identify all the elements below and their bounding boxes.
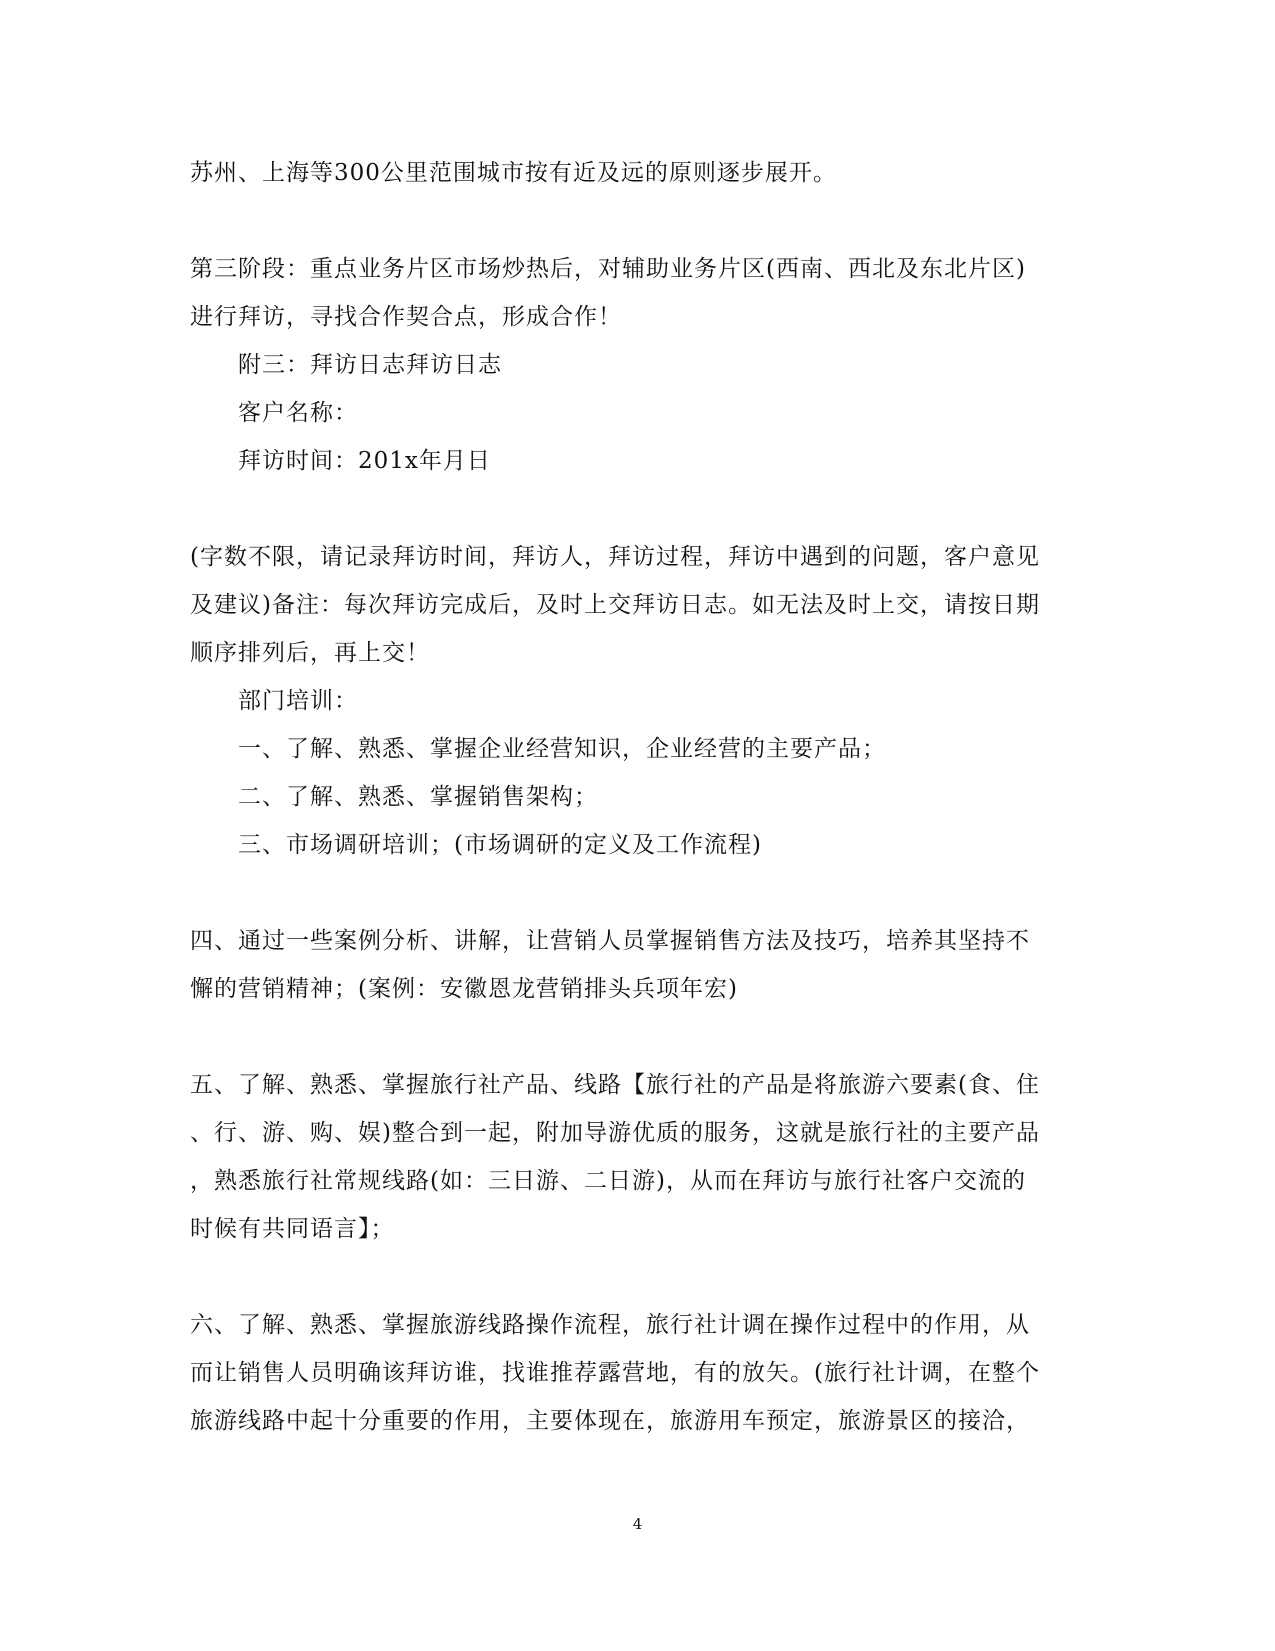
paragraph-line: 六、了解、熟悉、掌握旅游线路操作流程，旅行社计调在操作过程中的作用，从 [190,1312,1030,1338]
paragraph-line: ，熟悉旅行社常规线路(如：三日游、二日游)，从而在拜访与旅行社客户交流的 [190,1168,1026,1194]
paragraph-line: 部门培训： [238,688,358,714]
paragraph-line: 附三：拜访日志拜访日志 [238,352,502,378]
paragraph-line: 第三阶段：重点业务片区市场炒热后，对辅助业务片区(西南、西北及东北片区) [190,256,1026,282]
paragraph-line: 而让销售人员明确该拜访谁，找谁推荐露营地，有的放矢。(旅行社计调，在整个 [190,1360,1040,1386]
paragraph-line: 五、了解、熟悉、掌握旅行社产品、线路【旅行社的产品是将旅游六要素(食、住 [190,1072,1040,1098]
paragraph-line: 顺序排列后，再上交！ [190,640,430,666]
paragraph-line: 时候有共同语言】； [190,1216,395,1242]
paragraph-line: 进行拜访，寻找合作契合点，形成合作！ [190,304,622,330]
paragraph-line: 旅游线路中起十分重要的作用，主要体现在，旅游用车预定，旅游景区的接洽， [190,1408,1030,1434]
paragraph-line: 拜访时间：201x年月日 [238,448,491,474]
paragraph-line: (字数不限，请记录拜访时间，拜访人，拜访过程，拜访中遇到的问题，客户意见 [190,544,1040,570]
paragraph-line: 一、了解、熟悉、掌握企业经营知识，企业经营的主要产品； [238,736,886,762]
paragraph-line: 及建议)备注：每次拜访完成后，及时上交拜访日志。如无法及时上交，请按日期 [190,592,1040,618]
paragraph-line: 二、了解、熟悉、掌握销售架构； [238,784,598,810]
paragraph-line: 三、市场调研培训；(市场调研的定义及工作流程) [238,832,762,858]
paragraph-line: 客户名称： [238,400,358,426]
paragraph-line: 懈的营销精神；(案例：安徽恩龙营销排头兵项年宏) [190,976,738,1002]
page-number: 4 [632,1515,643,1533]
paragraph-line: 苏州、上海等300公里范围城市按有近及远的原则逐步展开。 [190,160,837,186]
paragraph-line: 四、通过一些案例分析、讲解，让营销人员掌握销售方法及技巧，培养其坚持不 [190,928,1030,954]
paragraph-line: 、行、游、购、娱)整合到一起，附加导游优质的服务，这就是旅行社的主要产品 [190,1120,1040,1146]
